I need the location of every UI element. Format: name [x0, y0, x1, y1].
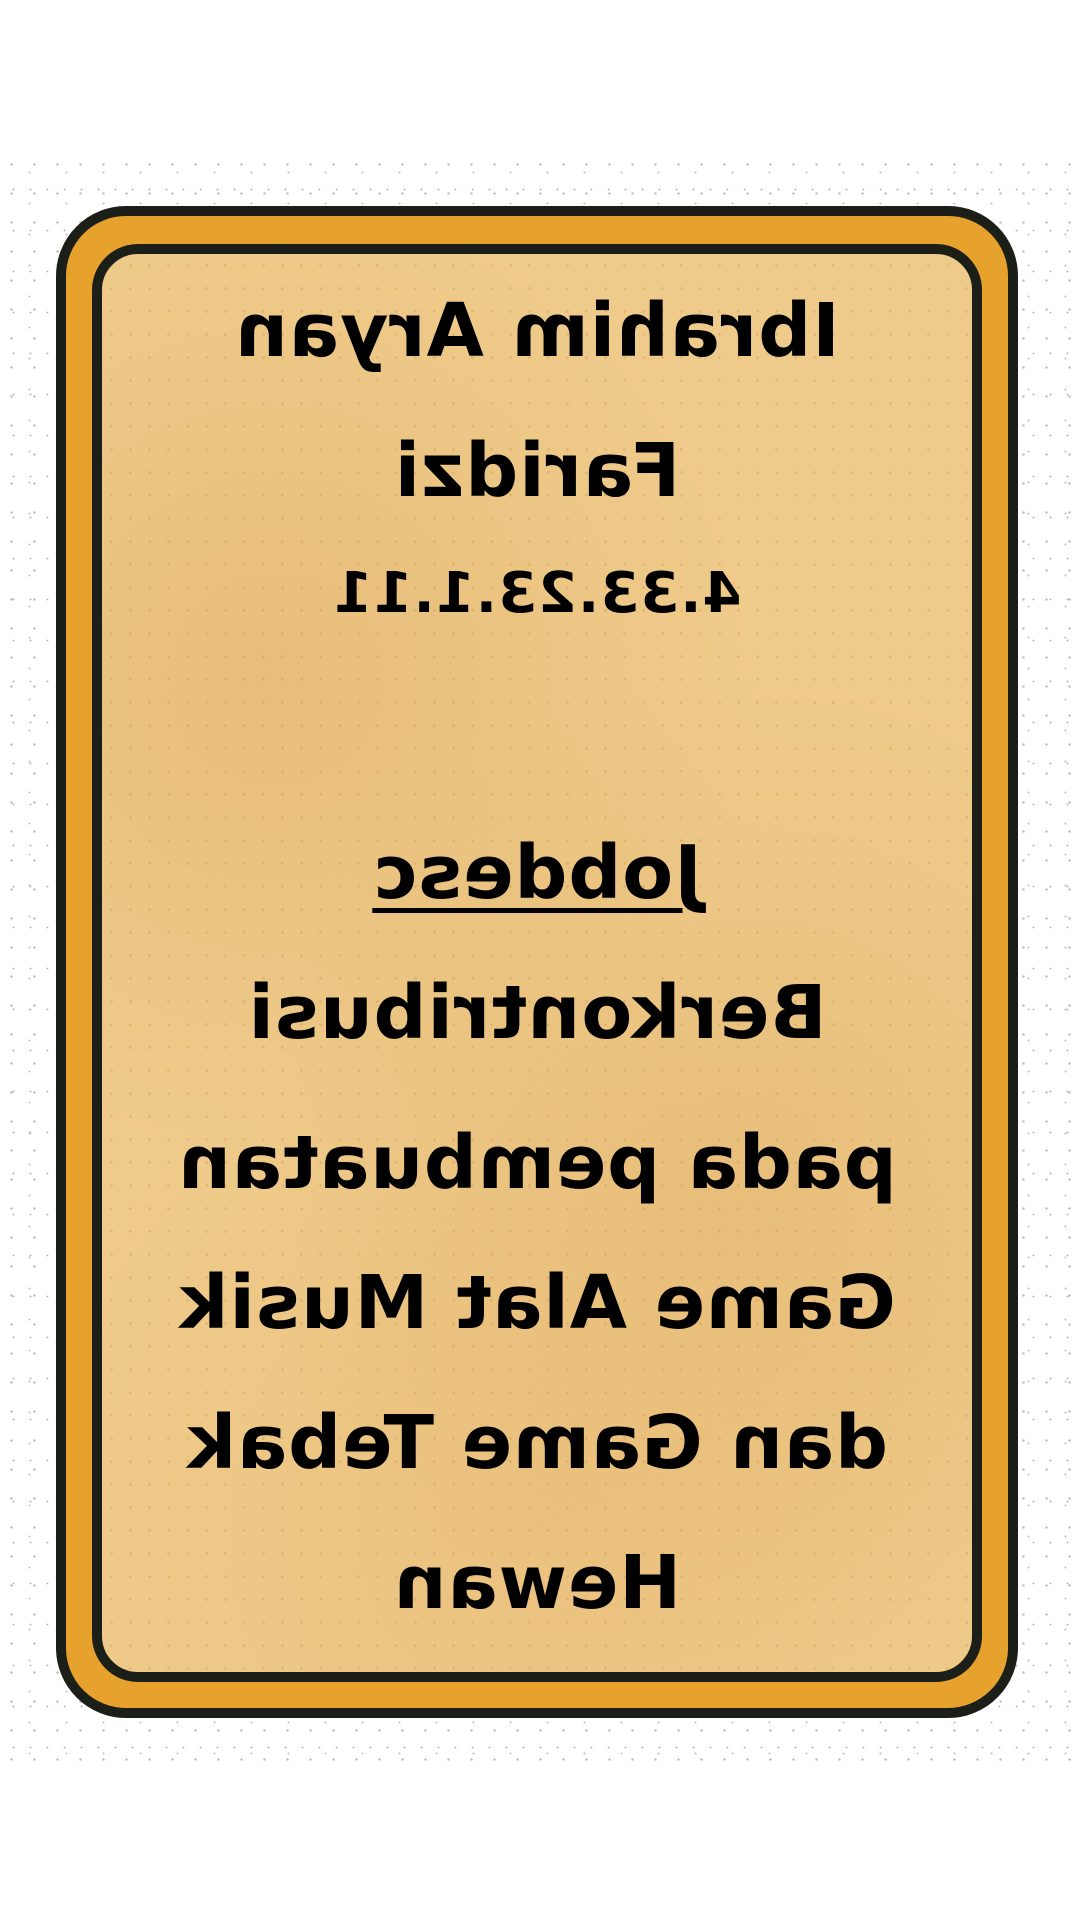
jobdesc-heading: Jobdesc — [372, 830, 702, 916]
name-line-2: Faridzi — [393, 428, 681, 514]
card-content-mirrored — [102, 254, 972, 1672]
description-line-5: Hewan — [392, 1540, 682, 1626]
description-line-2: pada pembuatan — [177, 1120, 897, 1206]
student-id: 4.33.23.1.11 — [332, 561, 742, 626]
description-line-1: Berkontribusi — [247, 970, 827, 1056]
name-line-1: Ibrahim Aryan — [234, 288, 840, 374]
card-panel — [92, 244, 982, 1682]
description-line-3: Game Alat Musik — [178, 1260, 896, 1346]
description-line-4: dan Game Tebak — [185, 1400, 889, 1486]
